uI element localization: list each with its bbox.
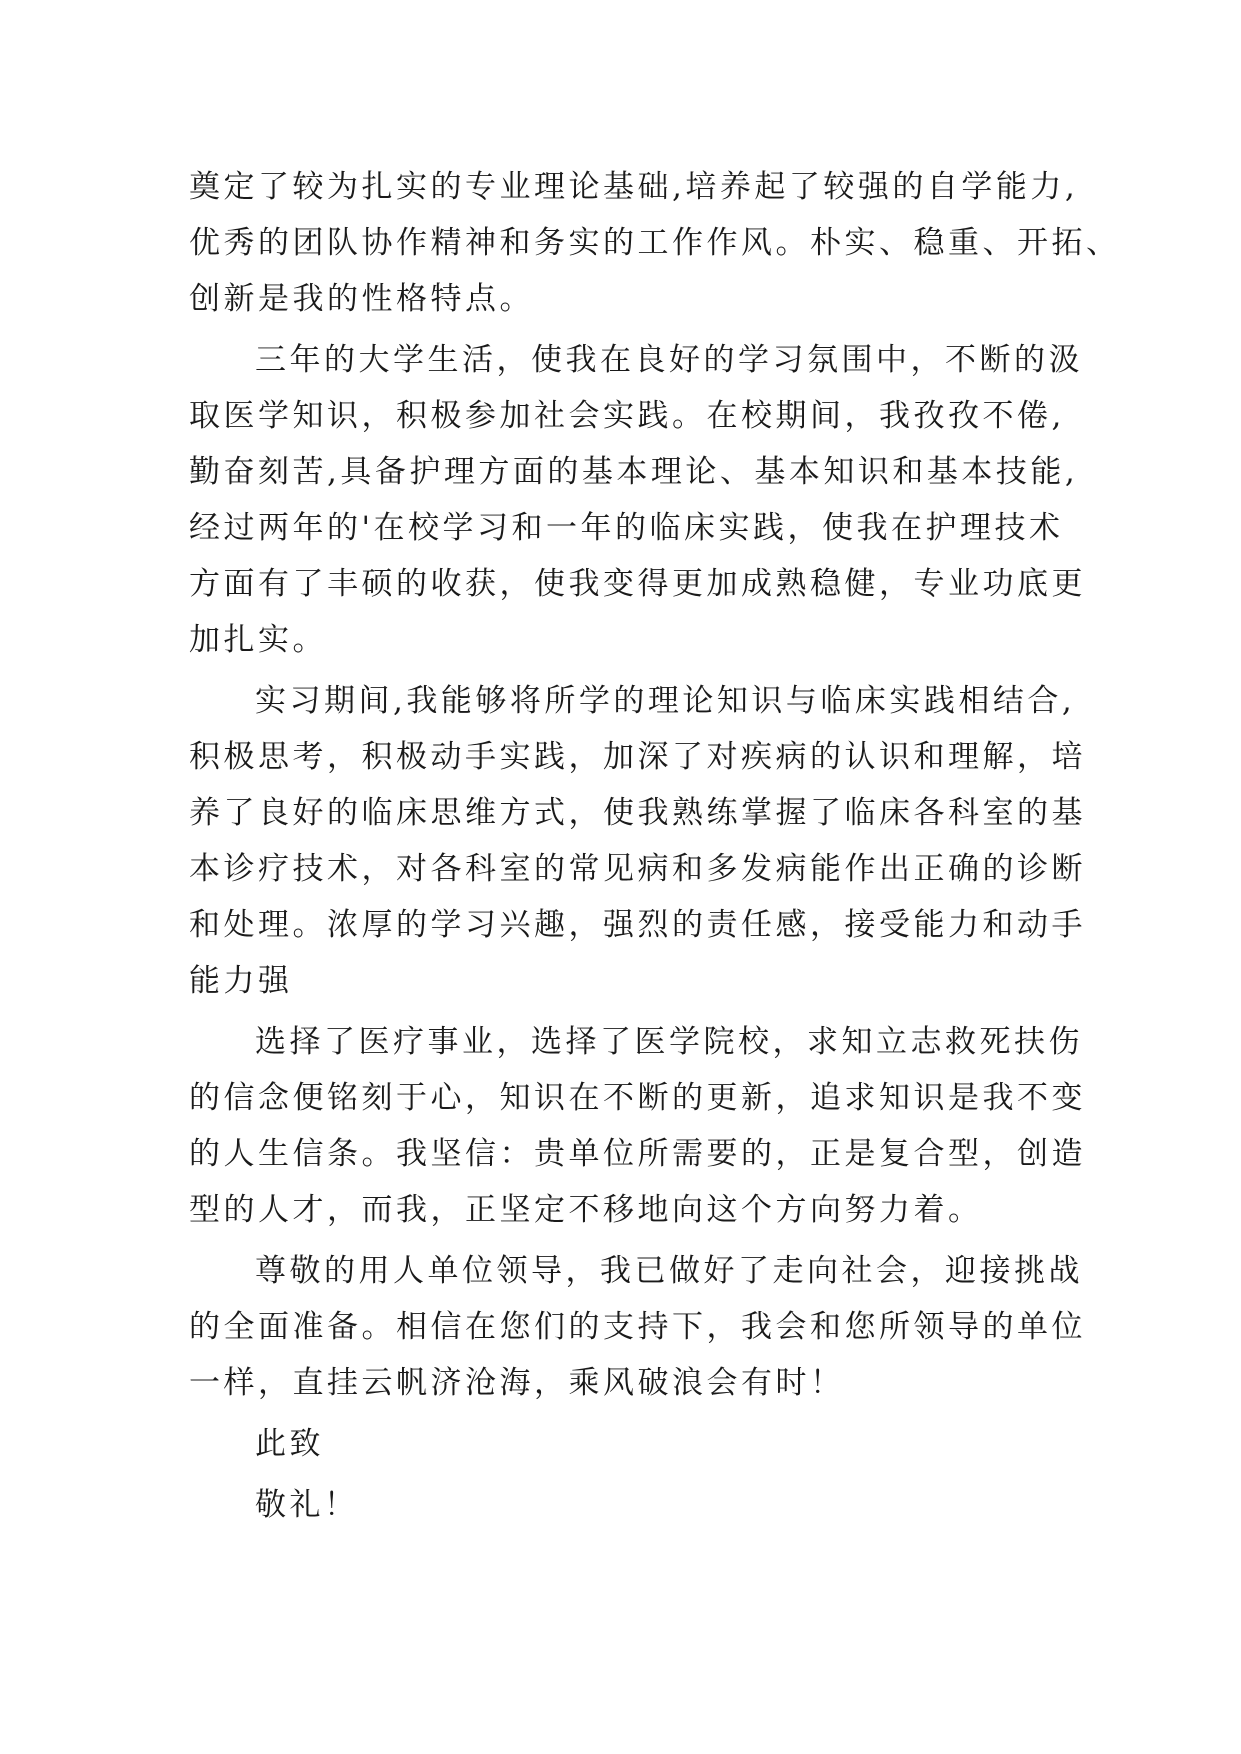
paragraph-first-line: 三年的大学生活，使我在良好的学习氛围中，不断的汲 [255, 342, 1083, 378]
text-line: 和处理。浓厚的学习兴趣，强烈的责任感，接受能力和动手 [189, 907, 1086, 943]
paragraph-first-line: 实习期间,我能够将所学的理论知识与临床实践相结合, [255, 683, 1076, 719]
closing-salutation: 此致 [255, 1426, 324, 1462]
text-line: 加扎实。 [189, 622, 327, 658]
text-line: 创新是我的性格特点。 [189, 281, 534, 317]
text-line: 奠定了较为扎实的专业理论基础,培养起了较强的自学能力, [189, 169, 1079, 205]
text-line: 经过两年的'在校学习和一年的临床实践，使我在护理技术 [189, 510, 1064, 546]
text-line: 的人生信条。我坚信：贵单位所需要的，正是复合型，创造 [189, 1136, 1086, 1172]
closing-regards: 敬礼！ [255, 1487, 359, 1523]
text-line: 优秀的团队协作精神和务实的工作作风。朴实、稳重、开拓、 [189, 225, 1121, 261]
text-line: 型的人才，而我，正坚定不移地向这个方向努力着。 [189, 1192, 983, 1228]
text-line: 的信念便铭刻于心，知识在不断的更新，追求知识是我不变 [189, 1080, 1086, 1116]
text-line: 的全面准备。相信在您们的支持下，我会和您所领导的单位 [189, 1309, 1086, 1345]
text-line: 取医学知识，积极参加社会实践。在校期间，我孜孜不倦, [189, 398, 1065, 434]
text-line: 积极思考，积极动手实践，加深了对疾病的认识和理解，培 [189, 739, 1086, 775]
text-line: 方面有了丰硕的收获，使我变得更加成熟稳健，专业功底更 [189, 566, 1086, 602]
paragraph-first-line: 尊敬的用人单位领导，我已做好了走向社会，迎接挑战 [255, 1253, 1083, 1289]
text-line: 能力强 [189, 963, 293, 999]
text-line: 养了良好的临床思维方式，使我熟练掌握了临床各科室的基 [189, 795, 1086, 831]
paragraph-first-line: 选择了医疗事业，选择了医学院校，求知立志救死扶伤 [255, 1024, 1083, 1060]
text-line: 勤奋刻苦,具备护理方面的基本理论、基本知识和基本技能, [189, 454, 1079, 490]
text-line: 本诊疗技术，对各科室的常见病和多发病能作出正确的诊断 [189, 851, 1086, 887]
text-line: 一样，直挂云帆济沧海，乘风破浪会有时！ [189, 1365, 845, 1401]
